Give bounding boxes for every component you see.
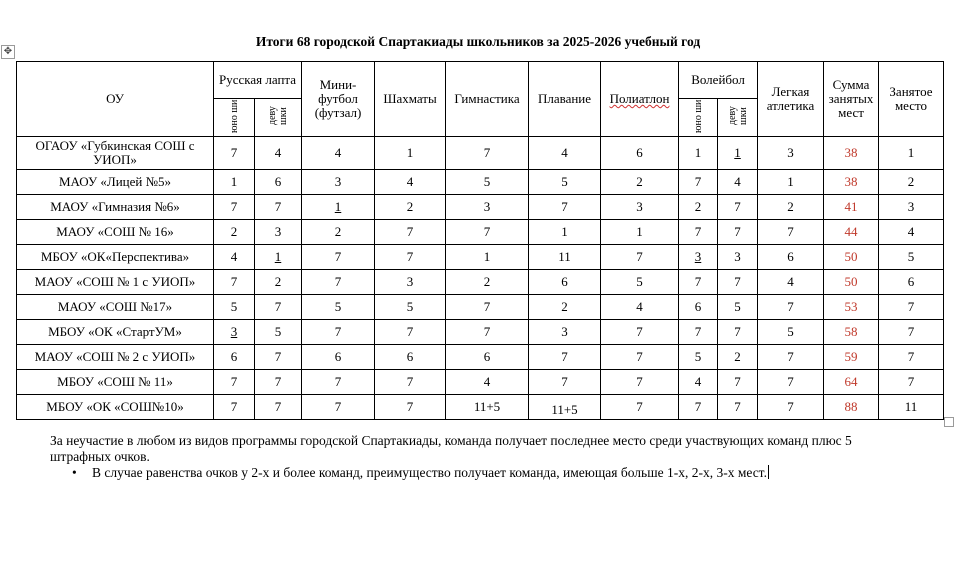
- score-cell: 2: [302, 220, 375, 245]
- score-cell: 1: [446, 245, 529, 270]
- score-cell: 11+5: [529, 395, 601, 420]
- header-shakhmaty: Шахматы: [375, 62, 446, 137]
- score-cell: 7: [679, 270, 718, 295]
- header-russkaya-lapta: Русская лапта: [214, 62, 302, 99]
- score-cell: 7: [718, 270, 758, 295]
- header-plavanie: Плавание: [529, 62, 601, 137]
- score-cell: 4: [214, 245, 255, 270]
- text-cursor: [768, 465, 769, 479]
- place-cell: 11: [879, 395, 944, 420]
- score-cell: 7: [255, 395, 302, 420]
- score-cell: 11: [529, 245, 601, 270]
- school-name-cell: МБОУ «СОШ № 11»: [17, 370, 214, 395]
- score-cell: 1: [255, 245, 302, 270]
- score-cell: 5: [679, 345, 718, 370]
- score-cell: 2: [679, 195, 718, 220]
- score-cell: 3: [446, 195, 529, 220]
- sum-cell: 38: [824, 170, 879, 195]
- score-cell: 7: [446, 137, 529, 170]
- table-row: [17, 245, 944, 270]
- place-cell: 2: [879, 170, 944, 195]
- score-cell: 7: [679, 320, 718, 345]
- score-cell: 7: [255, 295, 302, 320]
- score-cell: 6: [214, 345, 255, 370]
- table-row: [17, 345, 944, 370]
- table-row: [17, 270, 944, 295]
- score-cell: 7: [214, 370, 255, 395]
- score-cell: 3: [679, 245, 718, 270]
- score-cell: 5: [601, 270, 679, 295]
- score-cell: 7: [446, 220, 529, 245]
- score-cell: 2: [255, 270, 302, 295]
- score-cell: 4: [758, 270, 824, 295]
- score-cell: 7: [529, 345, 601, 370]
- place-cell: 4: [879, 220, 944, 245]
- place-cell: 5: [879, 245, 944, 270]
- score-cell: 7: [375, 320, 446, 345]
- score-cell: 2: [529, 295, 601, 320]
- score-cell: 6: [375, 345, 446, 370]
- score-cell: 7: [718, 370, 758, 395]
- score-cell: 5: [718, 295, 758, 320]
- score-cell: 7: [529, 370, 601, 395]
- score-cell: 7: [758, 295, 824, 320]
- header-voleibol: Волейбол: [679, 62, 758, 99]
- school-name-cell: МБОУ «ОК«Перспектива»: [17, 245, 214, 270]
- score-cell: 7: [214, 137, 255, 170]
- score-cell: 6: [758, 245, 824, 270]
- table-row: [17, 295, 944, 320]
- score-cell: 1: [375, 137, 446, 170]
- score-cell: 7: [601, 245, 679, 270]
- score-cell: 7: [255, 195, 302, 220]
- header-ou: ОУ: [17, 62, 214, 137]
- sum-cell: 38: [824, 137, 879, 170]
- score-cell: 4: [375, 170, 446, 195]
- score-cell: 4: [679, 370, 718, 395]
- header-voleibol-boys: юно ши: [679, 99, 718, 137]
- score-cell: 6: [601, 137, 679, 170]
- page-title: Итоги 68 городской Спартакиады школьников за 2025-2026 учебный год: [255, 34, 701, 49]
- header-poliatlon: Полиатлон: [601, 62, 679, 137]
- score-cell: 4: [529, 137, 601, 170]
- score-cell: 3: [601, 195, 679, 220]
- school-name-cell: МБОУ «ОК «СтартУМ»: [17, 320, 214, 345]
- score-cell: 7: [718, 220, 758, 245]
- score-cell: 7: [446, 320, 529, 345]
- score-cell: 7: [758, 345, 824, 370]
- score-cell: 1: [601, 220, 679, 245]
- score-cell: 4: [718, 170, 758, 195]
- score-cell: 3: [302, 170, 375, 195]
- school-name-cell: МАОУ «СОШ № 16»: [17, 220, 214, 245]
- score-cell: 7: [214, 395, 255, 420]
- table-row: [17, 320, 944, 345]
- score-cell: 1: [718, 137, 758, 170]
- score-cell: 2: [718, 345, 758, 370]
- place-cell: 7: [879, 295, 944, 320]
- score-cell: 6: [529, 270, 601, 295]
- score-cell: 2: [375, 195, 446, 220]
- score-cell: 1: [679, 137, 718, 170]
- score-cell: 7: [758, 220, 824, 245]
- header-voleibol-girls: деву шки: [718, 99, 758, 137]
- score-cell: 3: [718, 245, 758, 270]
- school-name-cell: МАОУ «Лицей №5»: [17, 170, 214, 195]
- score-cell: 1: [529, 220, 601, 245]
- place-cell: 7: [879, 320, 944, 345]
- score-cell: 7: [718, 320, 758, 345]
- score-cell: 3: [375, 270, 446, 295]
- score-cell: 7: [679, 220, 718, 245]
- score-cell: 2: [214, 220, 255, 245]
- table-row: [17, 195, 944, 220]
- score-cell: 2: [758, 195, 824, 220]
- bullet-text: В случае равенства очков у 2-х и более команд, преимущество получает команда, имеющая больше 1-х, 2-х, 3-х мест.: [92, 465, 767, 480]
- score-cell: 3: [758, 137, 824, 170]
- sum-cell: 50: [824, 245, 879, 270]
- score-cell: 3: [255, 220, 302, 245]
- score-cell: 7: [302, 320, 375, 345]
- score-cell: 7: [601, 345, 679, 370]
- header-lapta-boys: юно ши: [214, 99, 255, 137]
- place-cell: 6: [879, 270, 944, 295]
- score-cell: 7: [446, 295, 529, 320]
- score-cell: 7: [214, 270, 255, 295]
- place-cell: 7: [879, 370, 944, 395]
- header-summa: Сумма занятых мест: [824, 62, 879, 137]
- table-row: [17, 170, 944, 195]
- school-name-cell: МАОУ «СОШ № 1 с УИОП»: [17, 270, 214, 295]
- sum-cell: 88: [824, 395, 879, 420]
- score-cell: 5: [375, 295, 446, 320]
- score-cell: 5: [529, 170, 601, 195]
- bullet-item: [72, 465, 769, 481]
- score-cell: 7: [718, 195, 758, 220]
- results-body: [17, 137, 944, 420]
- score-cell: 7: [679, 170, 718, 195]
- score-cell: 7: [758, 395, 824, 420]
- sum-cell: 41: [824, 195, 879, 220]
- score-cell: 7: [529, 195, 601, 220]
- header-minifutbol: Мини-футбол (футзал): [302, 62, 375, 137]
- place-cell: 3: [879, 195, 944, 220]
- school-name-cell: МАОУ «СОШ № 2 с УИОП»: [17, 345, 214, 370]
- score-cell: 7: [375, 220, 446, 245]
- score-cell: 6: [302, 345, 375, 370]
- score-cell: 7: [601, 395, 679, 420]
- footnote-text: За неучастие в любом из видов программы городской Спартакиады, команда получает последнее место среди участвующих команд плюс 5 штрафных очков.: [50, 433, 852, 464]
- score-cell: 7: [302, 395, 375, 420]
- score-cell: 3: [214, 320, 255, 345]
- score-cell: 5: [255, 320, 302, 345]
- sum-cell: 50: [824, 270, 879, 295]
- score-cell: 1: [214, 170, 255, 195]
- score-cell: 1: [758, 170, 824, 195]
- score-cell: 7: [255, 345, 302, 370]
- table-move-handle-icon[interactable]: ✥: [1, 45, 15, 59]
- score-cell: 7: [679, 395, 718, 420]
- header-gimnastika: Гимнастика: [446, 62, 529, 137]
- score-cell: 5: [302, 295, 375, 320]
- place-cell: 1: [879, 137, 944, 170]
- score-cell: 11+5: [446, 395, 529, 420]
- score-cell: 7: [255, 370, 302, 395]
- score-cell: 7: [375, 370, 446, 395]
- score-cell: 7: [375, 245, 446, 270]
- score-cell: 6: [446, 345, 529, 370]
- sum-cell: 64: [824, 370, 879, 395]
- sum-cell: 44: [824, 220, 879, 245]
- score-cell: 2: [446, 270, 529, 295]
- header-legkaya: Легкая атлетика: [758, 62, 824, 137]
- table-row: [17, 370, 944, 395]
- school-name-cell: ОГАОУ «Губкинская СОШ с УИОП»: [17, 137, 214, 170]
- bullet-dot-icon: •: [72, 465, 77, 480]
- table-row: [17, 137, 944, 170]
- sum-cell: 53: [824, 295, 879, 320]
- header-mesto: Занятое место: [879, 62, 944, 137]
- score-cell: 7: [758, 370, 824, 395]
- score-cell: 7: [718, 395, 758, 420]
- sum-cell: 58: [824, 320, 879, 345]
- score-cell: 7: [214, 195, 255, 220]
- score-cell: 6: [679, 295, 718, 320]
- table-row: [17, 220, 944, 245]
- sum-cell: 59: [824, 345, 879, 370]
- results-table: [16, 61, 944, 420]
- score-cell: 4: [446, 370, 529, 395]
- score-cell: 5: [758, 320, 824, 345]
- score-cell: 1: [302, 195, 375, 220]
- score-cell: 7: [375, 395, 446, 420]
- score-cell: 4: [255, 137, 302, 170]
- school-name-cell: МБОУ «ОК «СОШ№10»: [17, 395, 214, 420]
- score-cell: 7: [302, 270, 375, 295]
- score-cell: 7: [302, 370, 375, 395]
- school-name-cell: МАОУ «СОШ №17»: [17, 295, 214, 320]
- score-cell: 5: [446, 170, 529, 195]
- school-name-cell: МАОУ «Гимназия №6»: [17, 195, 214, 220]
- score-cell: 6: [255, 170, 302, 195]
- score-cell: 4: [601, 295, 679, 320]
- score-cell: 7: [601, 370, 679, 395]
- score-cell: 5: [214, 295, 255, 320]
- score-cell: 7: [601, 320, 679, 345]
- place-cell: 7: [879, 345, 944, 370]
- score-cell: 3: [529, 320, 601, 345]
- table-resize-handle[interactable]: [944, 417, 954, 427]
- score-cell: 4: [302, 137, 375, 170]
- score-cell: 7: [302, 245, 375, 270]
- score-cell: 2: [601, 170, 679, 195]
- table-row: [17, 395, 944, 420]
- header-lapta-girls: деву шки: [255, 99, 302, 137]
